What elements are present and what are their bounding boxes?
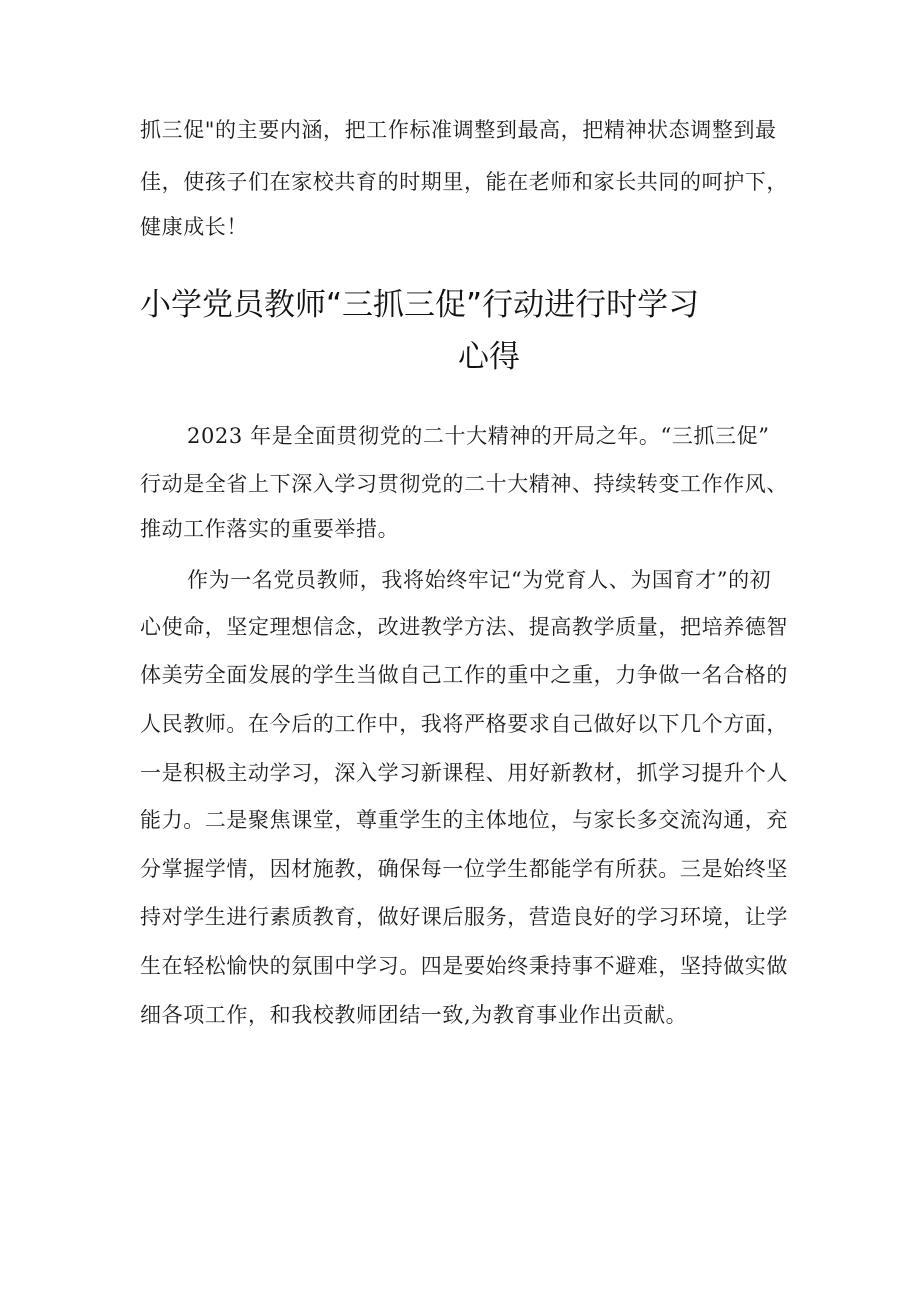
continuation-line-2: 佳，使孩子们在家校共育的时期里，能在老师和家长共同的呵护下， xyxy=(140,170,788,194)
paragraph2-line-1: 作为一名党员教师，我将始终牢记“为党育人、为国育才”的初 xyxy=(187,568,772,592)
continuation-line-1: 抓三促"的主要内涵，把工作标准调整到最高，把精神状态调整到最 xyxy=(140,118,777,142)
continuation-line-3: 健康成长！ xyxy=(140,215,248,239)
article-title-line-2: 心得 xyxy=(458,339,520,375)
paragraph1-line-3: 推动工作落实的重要举措。 xyxy=(140,517,400,541)
paragraph2-line-6: 能力。二是聚焦课堂，尊重学生的主体地位，与家长多交流沟通，充 xyxy=(140,808,788,832)
paragraph2-line-10: 细各项工作，和我校教师团结一致,为教育事业作出贡献。 xyxy=(140,1003,688,1027)
paragraph2-line-5: 一是积极主动学习，深入学习新课程、用好新教材，抓学习提升个人 xyxy=(140,761,788,785)
paragraph2-line-2: 心使命，坚定理想信念，改进教学方法、提高教学质量，把培养德智 xyxy=(140,615,788,639)
paragraph1-line-2: 行动是全省上下深入学习贯彻党的二十大精神、持续转变工作作风、 xyxy=(140,472,788,496)
paragraph2-line-8: 持对学生进行素质教育，做好课后服务，营造良好的学习环境，让学 xyxy=(140,905,788,929)
article-title-line-1: 小学党员教师“三抓三促”行动进行时学习 xyxy=(140,287,700,323)
paragraph1-line-1: 2023 年是全面贯彻党的二十大精神的开局之年。“三抓三促” xyxy=(187,424,770,448)
paragraph2-line-4: 人民教师。在今后的工作中，我将严格要求自己做好以下几个方面， xyxy=(140,712,788,736)
paragraph2-line-9: 生在轻松愉快的氛围中学习。四是要始终秉持事不避难，坚持做实做 xyxy=(140,954,788,978)
paragraph2-line-7: 分掌握学情，因材施教，确保每一位学生都能学有所获。三是始终坚 xyxy=(140,857,788,881)
paragraph2-line-3: 体美劳全面发展的学生当做自己工作的重中之重，力争做一名合格的 xyxy=(140,663,788,687)
